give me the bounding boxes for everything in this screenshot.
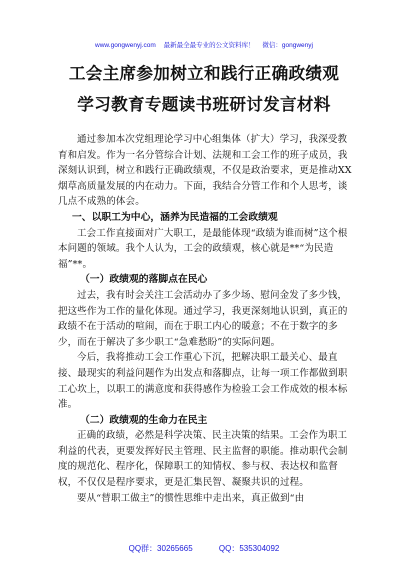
- header-site: www.gongwenyj.com: [95, 42, 156, 49]
- paragraph: 过去，我有时会关注工会活动办了多少场、慰问金发了多少钱，把这些作为工作的量化体现。通过学习，我更深刻地认识到，真正的政绩不在于活动的喧闹，而在于职工内心的暖意；不在于数字的多少，而在于解决了多少职工“急难愁盼”的实际问题。: [58, 289, 348, 348]
- footer-qq-group: QQ群：30265665: [128, 544, 193, 553]
- paragraph: 工会工作直接面对广大职工，是最能体现“政绩为谁而树”这个根本问题的领域。我个人认为，工会的政绩观，核心就是**“为民造福”**。: [58, 227, 348, 270]
- paragraph: 今后，我将推动工会工作重心下沉，把解决职工最关心、最直接、最现实的利益问题作为出发点和落脚点，让每一项工作都做到职工心坎上，以职工的满意度和获得感作为检验工会工作成效的根本标准。: [58, 352, 348, 411]
- page-header: [0, 40, 408, 49]
- paragraph: 正确的政绩，必然是科学决策、民主决策的结果。工会作为职工利益的代表，更要发挥好民主管理、民主监督的职能。推动职代会制度的规范化、程序化，保障职工的知情权、参与权、表达权和监督权，不仅仅是程序要求，更是汇集民智、凝聚共识的过程。: [58, 430, 348, 489]
- header-slogan: 最新最全最专业的公文资料库！: [163, 42, 255, 49]
- subsection-heading: （一）政绩观的落脚点在民心: [80, 274, 208, 286]
- paragraph: 要从“替职工做主”的惯性思维中走出来，真正做到“由: [77, 492, 305, 504]
- page-footer: [0, 543, 408, 554]
- footer-qq: QQ：535304092: [218, 544, 280, 553]
- paragraph: 通过参加本次党组理论学习中心组集体（扩大）学习，我深受教育和启发。作为一名分管综合计划、法规和工会工作的班子成员，我深刻认识到，树立和践行正确政绩观，不仅是政治要求，更是推动XX烟草高质量发展的内在动力。下面，我结合分管工作和个人思考，谈几点不成熟的体会。: [58, 134, 352, 208]
- document-title-line2: 学习教育专题读书班研讨发言材料: [77, 94, 331, 114]
- document-body: [58, 132, 354, 506]
- document-title-line1: 工会主席参加树立和践行正确政绩观: [68, 63, 340, 83]
- header-wechat: 微信：gongwenyj: [262, 42, 313, 49]
- section-heading: 一、以职工为中心，涵养为民造福的工会政绩观: [72, 211, 278, 223]
- subsection-heading: （二）政绩观的生命力在民主: [80, 414, 208, 426]
